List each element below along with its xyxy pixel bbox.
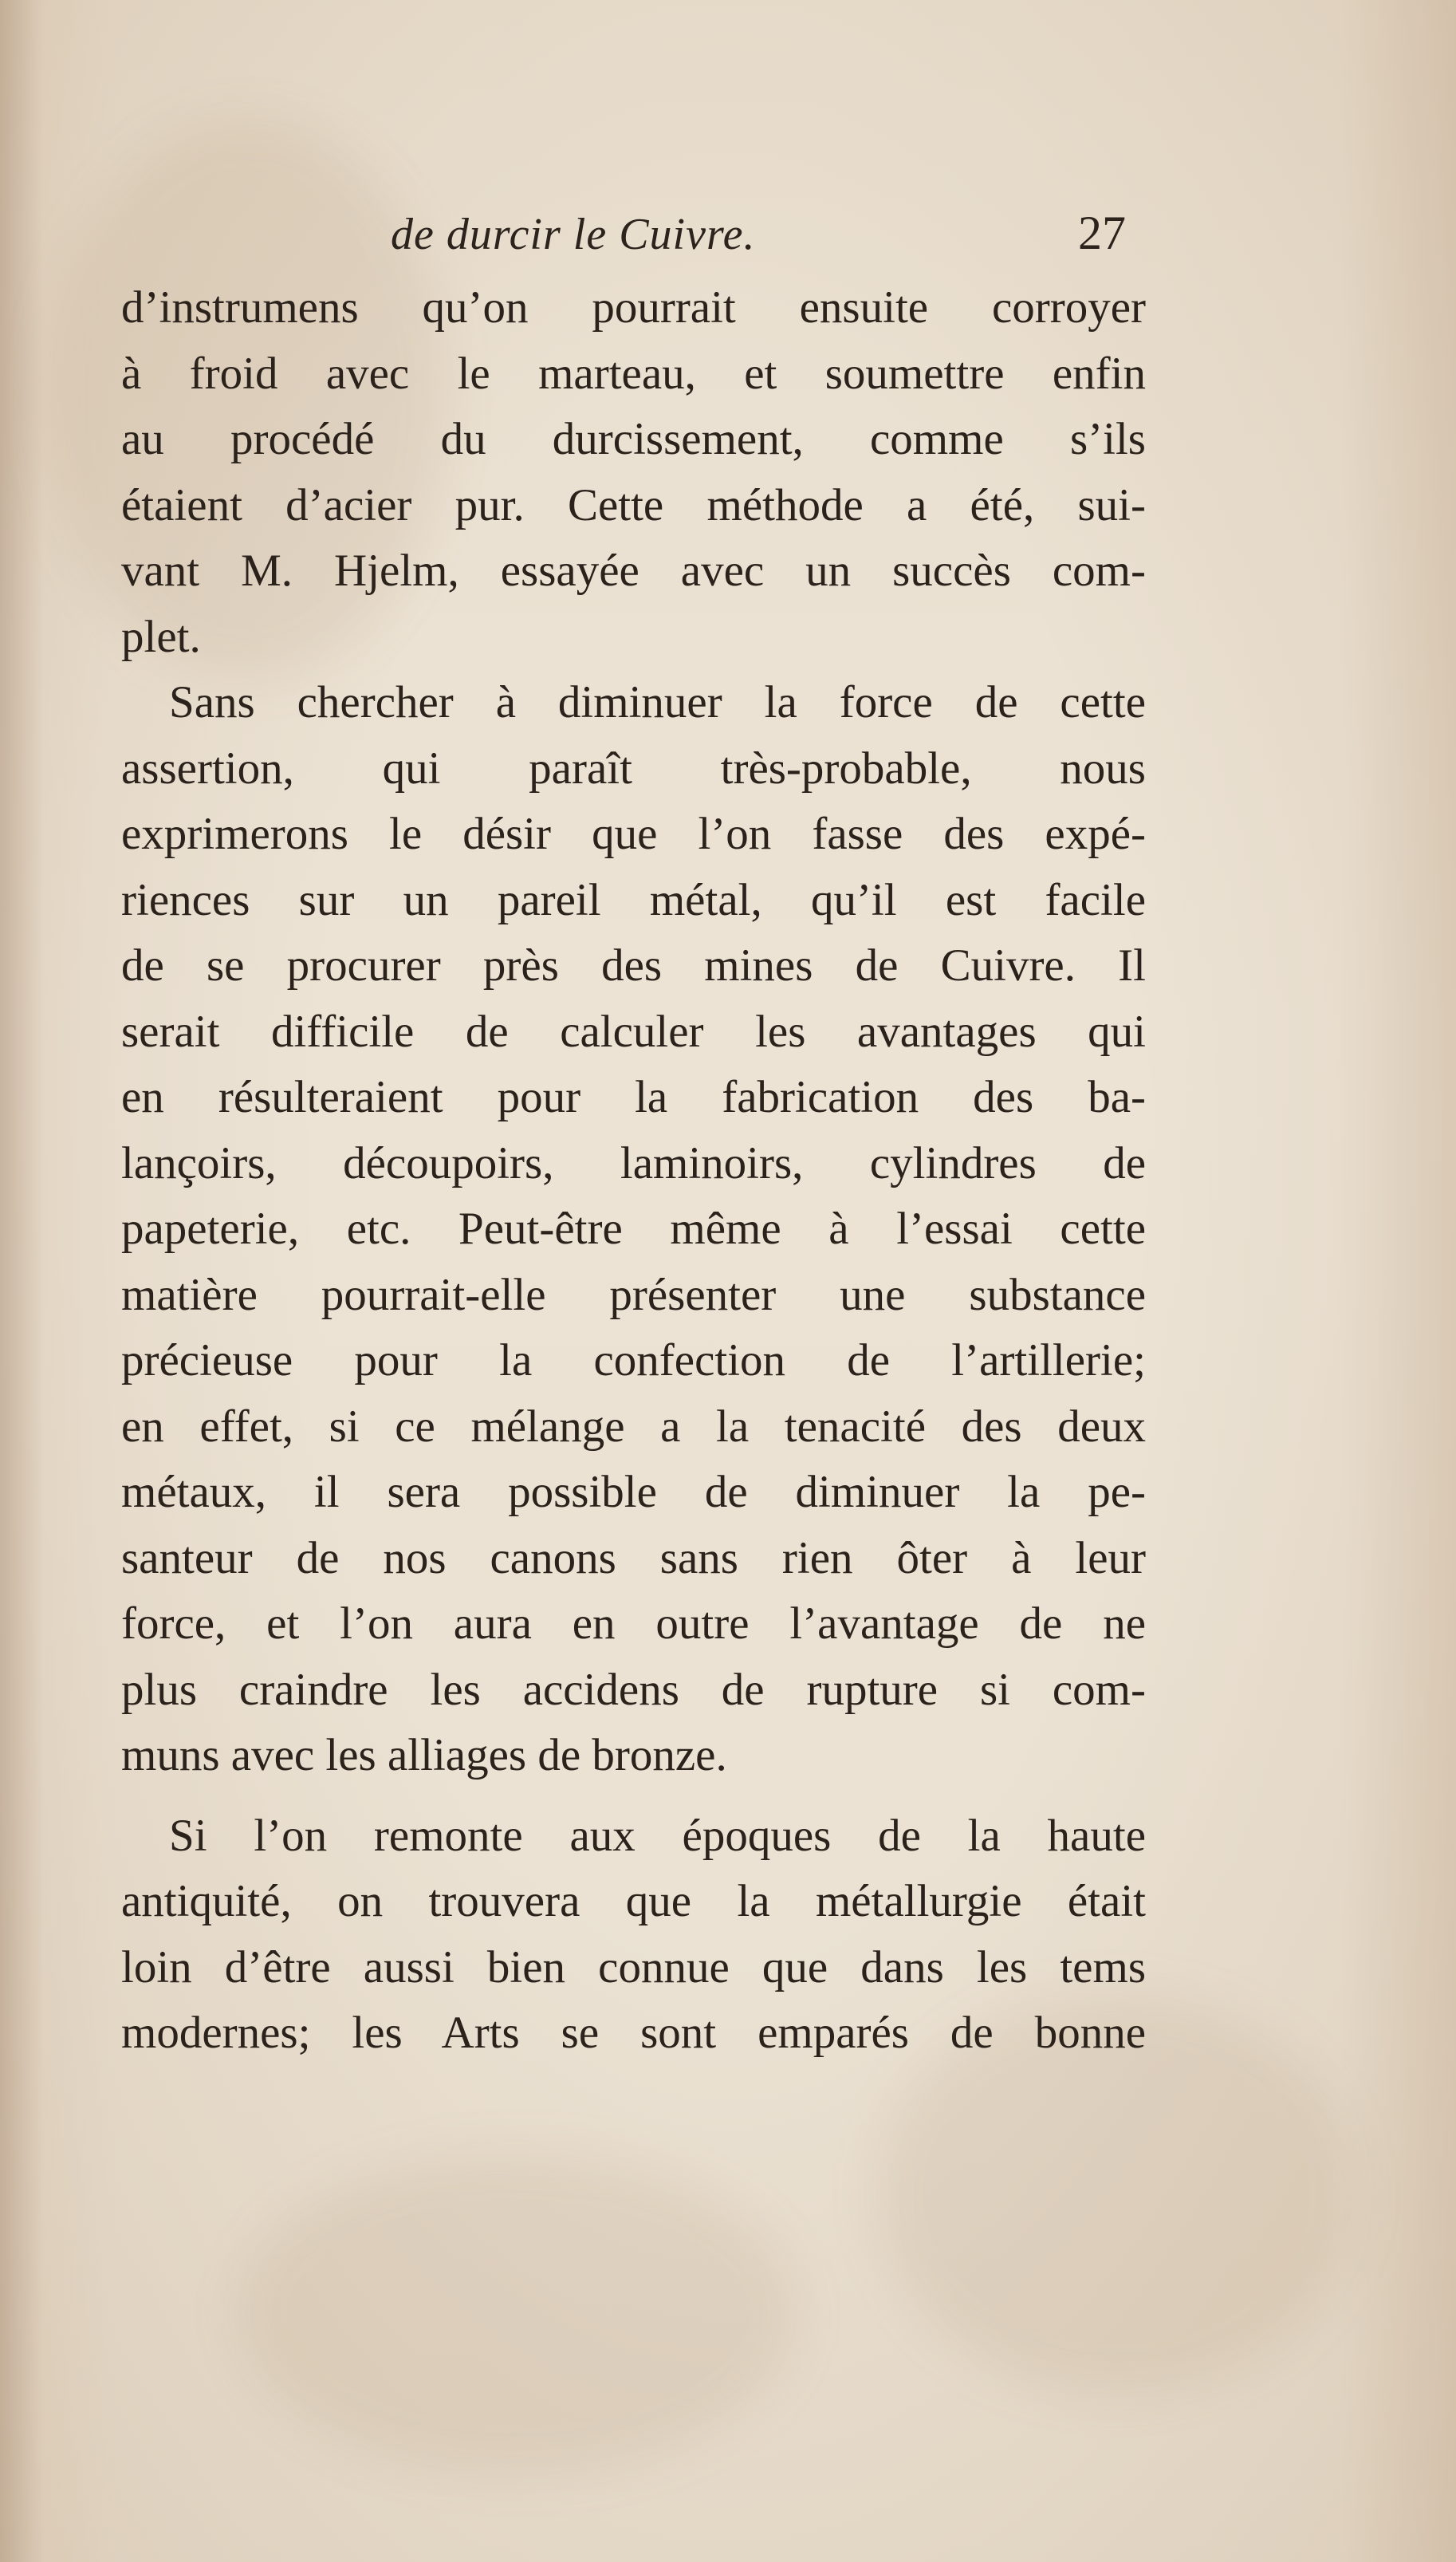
text-line: en résulteraient pour la fabrication des ba- [121, 1072, 1146, 1122]
text-line: assertion, qui paraît très-probable, nous [121, 743, 1146, 794]
text-line: serait difficile de calculer les avantages qui [121, 1006, 1146, 1057]
paragraph-gap [121, 1789, 1146, 1803]
page-number: 27 [1078, 207, 1126, 259]
text-line: riences sur un pareil métal, qu’il est facile [121, 874, 1146, 925]
text-line: antiquité, on trouvera que la métallurgie était [121, 1876, 1146, 1926]
text-line: muns avec les alliages de bronze. [121, 1730, 727, 1780]
text-line: lançoirs, découpoirs, laminoirs, cylindres de [121, 1137, 1146, 1188]
text-line: étaient d’acier pur. Cette méthode a été, sui- [121, 479, 1146, 530]
text-line: métaux, il sera possible de diminuer la pe- [121, 1467, 1146, 1517]
body-text [121, 275, 1146, 2067]
text-line: Sans chercher à diminuer la force de cette [169, 677, 1146, 727]
paragraph [121, 670, 1146, 1789]
text-line: modernes; les Arts se sont emparés de bonne [121, 2008, 1146, 2058]
text-line: d’instrumens qu’on pourrait ensuite corroyer [121, 282, 1146, 333]
text-line: précieuse pour la confection de l’artillerie; [121, 1335, 1146, 1385]
paragraph [121, 1803, 1146, 2067]
text-line: au procédé du durcissement, comme s’ils [121, 414, 1146, 464]
text-line: plet. [121, 611, 201, 662]
paragraph [121, 275, 1146, 670]
text-line: matière pourrait-elle présenter une substance [121, 1269, 1146, 1320]
text-line: loin d’être aussi bien connue que dans les tems [121, 1941, 1146, 1992]
text-line: exprimerons le désir que l’on fasse des expé- [121, 809, 1146, 859]
paper-stain [239, 2154, 797, 2473]
text-line: papeterie, etc. Peut-être même à l’essai cette [121, 1204, 1146, 1254]
text-line: vant M. Hjelm, essayée avec un succès com- [121, 546, 1146, 596]
text-line: de se procurer près des mines de Cuivre. Il [121, 940, 1146, 991]
text-line: Si l’on remonte aux époques de la haute [169, 1810, 1146, 1861]
running-title: de durcir le Cuivre. [391, 210, 756, 259]
text-line: force, et l’on aura en outre l’avantage de ne [121, 1598, 1146, 1649]
text-line: en effet, si ce mélange a la tenacité des deux [121, 1401, 1146, 1452]
text-line: plus craindre les accidens de rupture si com- [121, 1664, 1146, 1715]
text-line: à froid avec le marteau, et soumettre enfin [121, 348, 1146, 399]
text-line: santeur de nos canons sans rien ôter à leur [121, 1532, 1146, 1583]
